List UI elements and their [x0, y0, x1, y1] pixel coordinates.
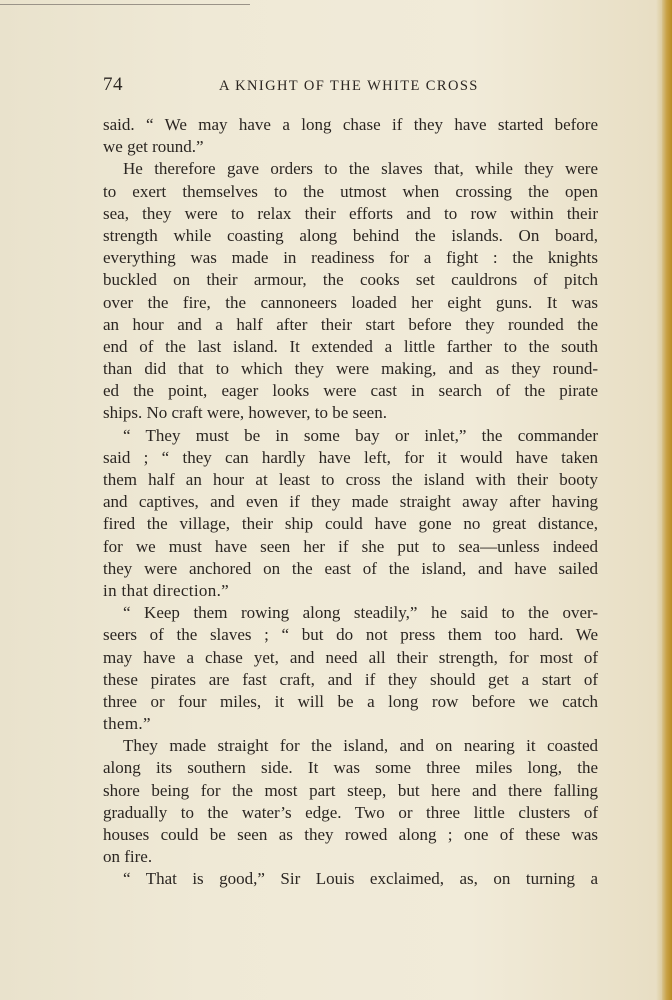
text-line: these pirates are fast craft, and if they should get a start of — [103, 669, 598, 689]
text-line: said ; “ they can hardly have left, for it would have taken — [103, 447, 598, 467]
text-line: He therefore gave orders to the slaves that, while they were — [123, 159, 598, 179]
text-line: over the fire, the cannoneers loaded her eight guns. It was — [103, 292, 598, 312]
text-line: three or four miles, it will be a long row before we catch — [103, 691, 598, 711]
text-line: buckled on their armour, the cooks set cauldrons of pitch — [103, 270, 598, 290]
text-line: “ That is good,” Sir Louis exclaimed, as, on turning a — [123, 869, 598, 889]
text-line: “ Keep them rowing along steadily,” he said to the over- — [123, 603, 598, 623]
text-line: we get round.” — [103, 137, 204, 157]
text-line: in that direction.” — [103, 580, 230, 600]
text-line: end of the last island. It extended a little farther to the south — [103, 336, 598, 356]
page-number: 74 — [103, 74, 123, 95]
body-text — [103, 114, 598, 891]
text-line: on fire. — [103, 847, 153, 867]
text-line: gradually to the water’s edge. Two or three little clusters of — [103, 802, 598, 822]
text-line: they were anchored on the east of the island, and have sailed — [103, 558, 598, 578]
book-spine-edge — [662, 0, 672, 1000]
top-edge-rule — [0, 4, 250, 5]
text-line: than did that to which they were making, and as they round- — [103, 359, 598, 379]
text-line: said. “ We may have a long chase if they have started before — [103, 115, 598, 134]
text-line: ships. No craft were, however, to be seen. — [103, 403, 387, 423]
text-line: They made straight for the island, and on nearing it coasted — [123, 736, 598, 756]
text-line: to exert themselves to the utmost when crossing the open — [103, 181, 598, 201]
text-line: them.” — [103, 714, 151, 734]
running-title: A KNIGHT OF THE WHITE CROSS — [219, 78, 479, 94]
running-header — [103, 74, 598, 98]
text-line: sea, they were to relax their efforts and to row within their — [103, 203, 598, 223]
text-line: and captives, and even if they made straight away after having — [103, 492, 598, 512]
text-line: shore being for the most part steep, but here and there falling — [103, 780, 598, 800]
text-line: for we must have seen her if she put to sea—unless indeed — [103, 536, 598, 556]
text-line: fired the village, their ship could have gone no great distance, — [103, 514, 598, 534]
text-line: may have a chase yet, and need all their strength, for most of — [103, 647, 598, 667]
text-line: everything was made in readiness for a fight : the knights — [103, 248, 598, 268]
text-line: ed the point, eager looks were cast in search of the pirate — [103, 381, 598, 401]
text-line: them half an hour at least to cross the island with their booty — [103, 470, 598, 489]
text-line: “ They must be in some bay or inlet,” the commander — [123, 425, 598, 445]
text-line: an hour and a half after their start before they rounded the — [103, 314, 598, 334]
text-line: seers of the slaves ; “ but do not press them too hard. We — [103, 625, 598, 645]
text-line: strength while coasting along behind the islands. On board, — [103, 225, 598, 245]
text-line: houses could be seen as they rowed along ; one of these was — [103, 825, 598, 844]
text-line: along its southern side. It was some three miles long, the — [103, 758, 598, 778]
